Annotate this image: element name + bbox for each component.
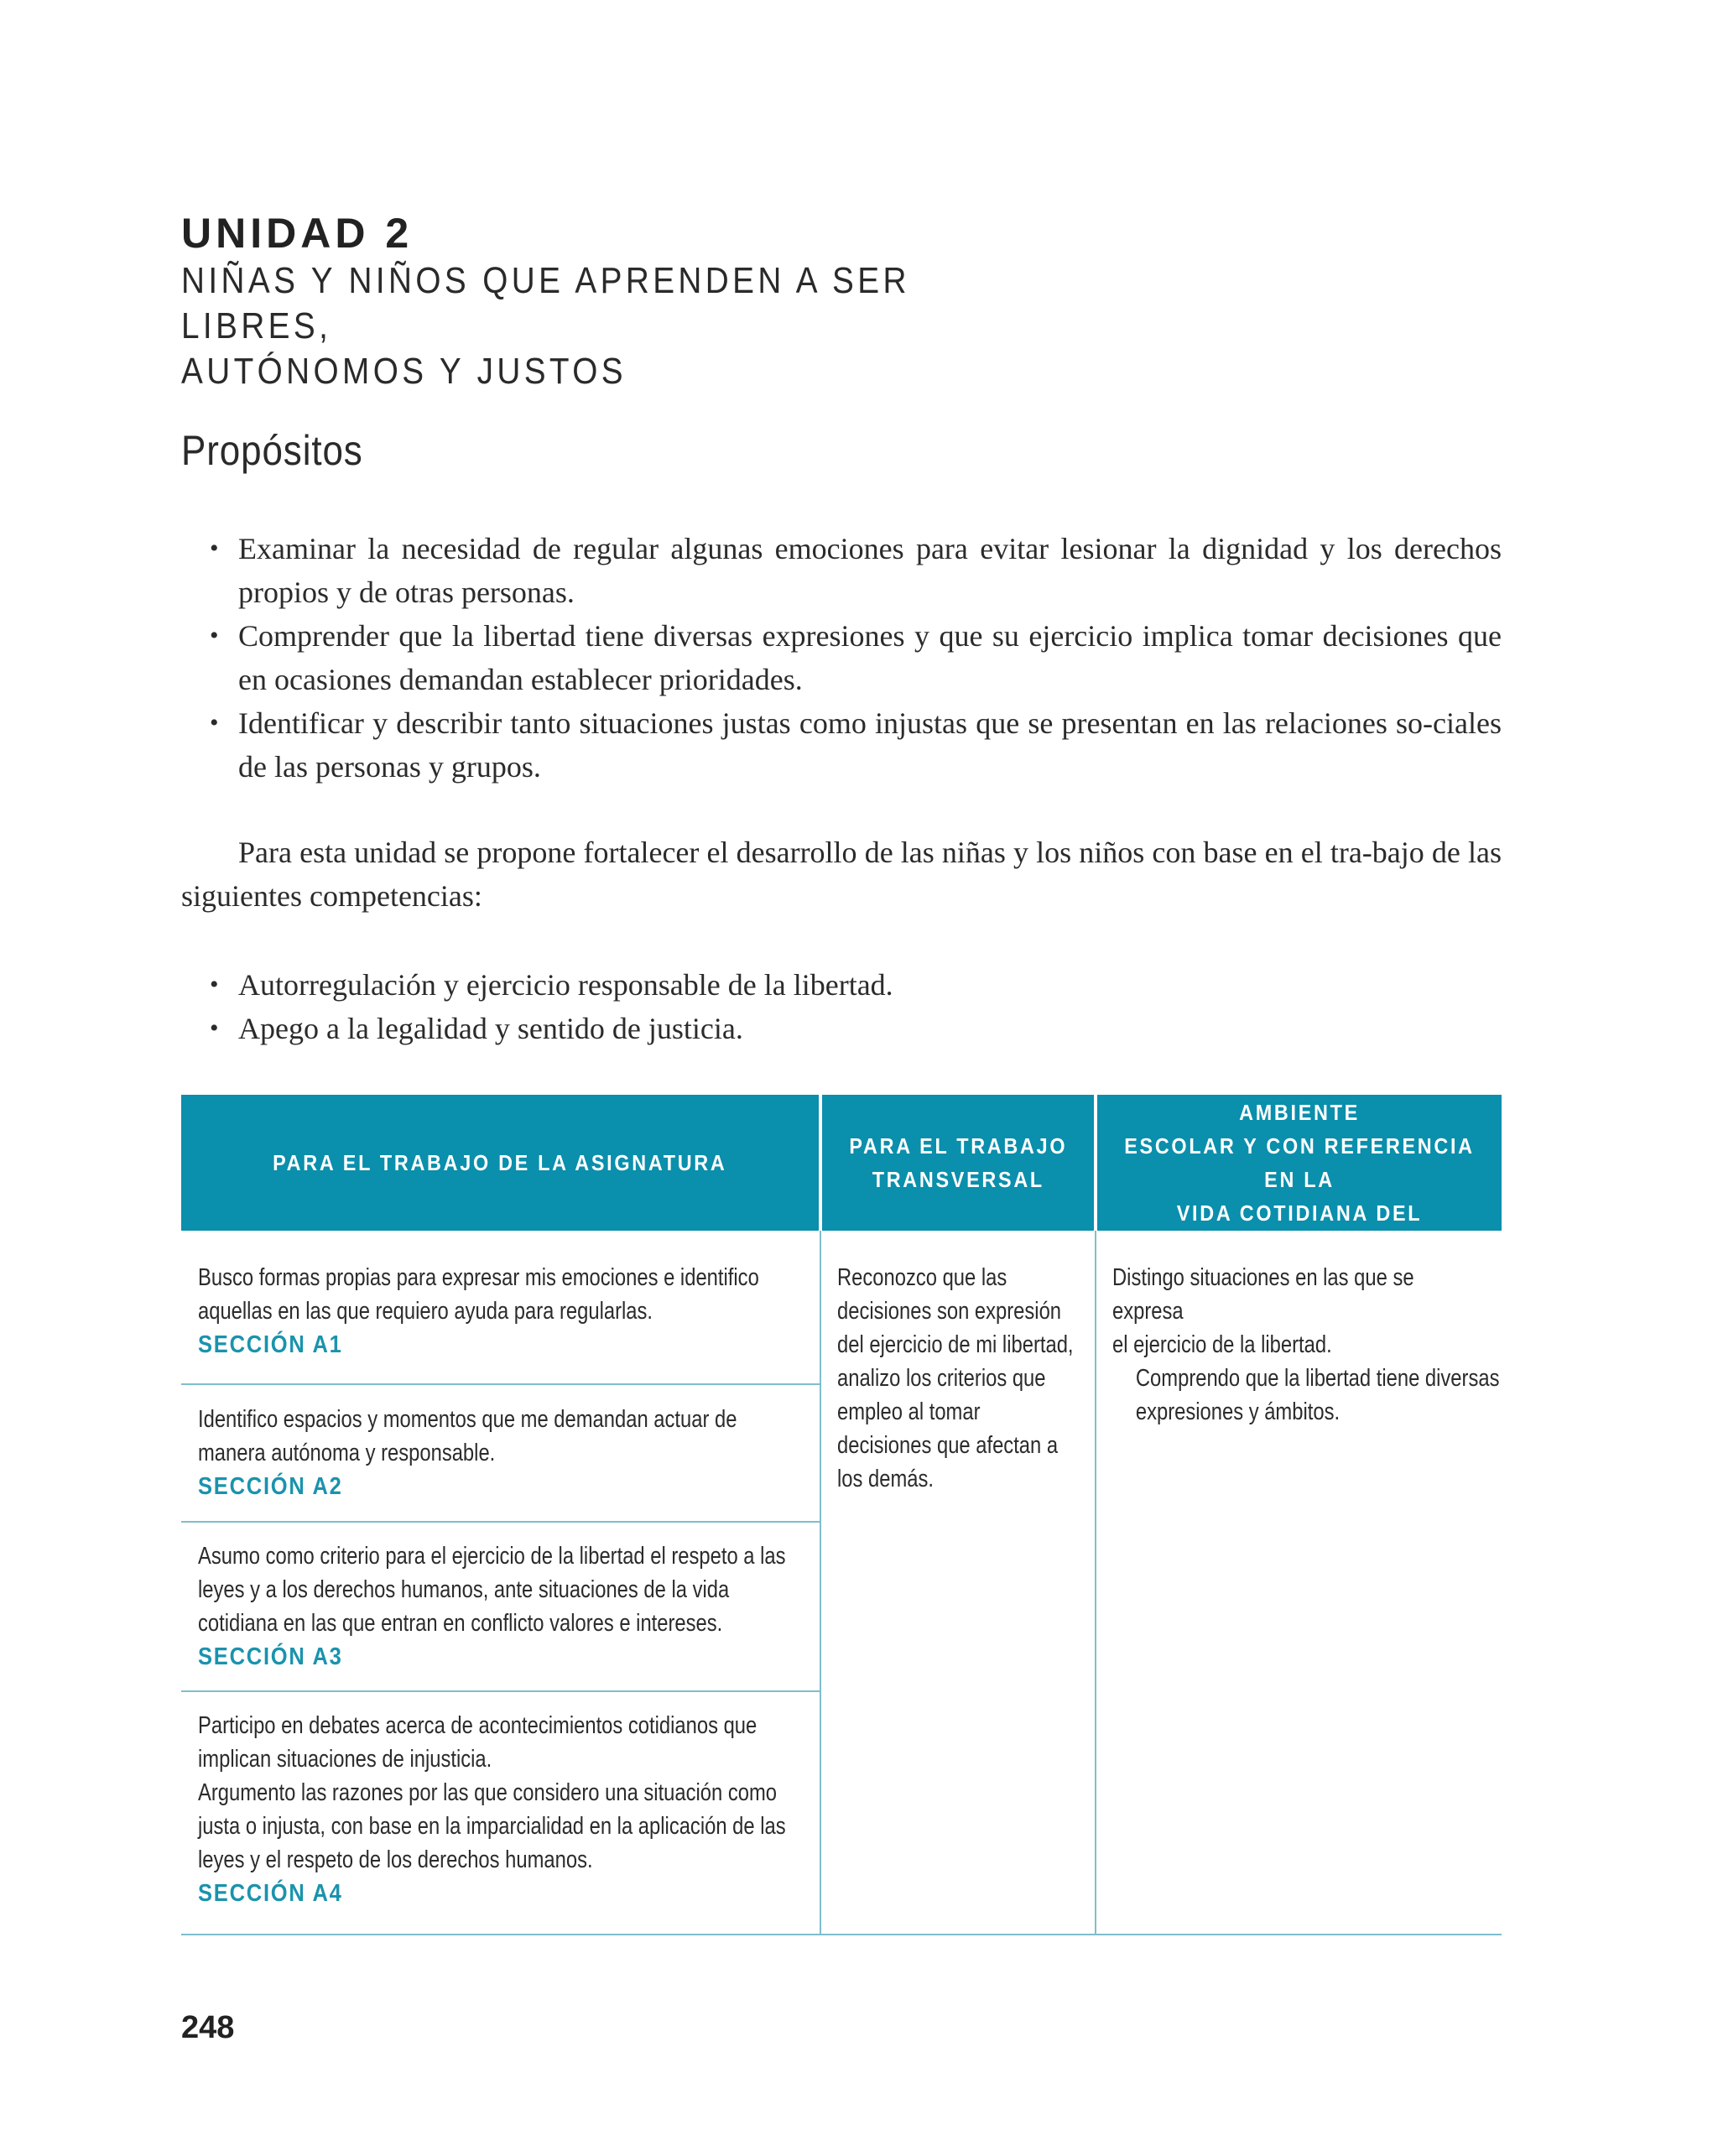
unit-title-line-2: AUTÓNOMOS Y JUSTOS [181,351,627,392]
cell-text: Distingo situaciones en las que se expresa [1112,1264,1414,1325]
row-divider [181,1383,820,1385]
purpose-item: • Comprender que la libertad tiene diversas expresiones y que su ejercicio implica tomar decisiones que en ocasiones demandan establecer prioridades. [210,614,1502,701]
table-header-subject-label: PARA EL TRABAJO DE LA ASIGNATURA [273,1150,727,1175]
cell-text: Busco formas propias para expresar mis emociones e identifico aquellas en las que requiero ayuda para regularlas. [198,1264,759,1325]
section-label: SECCIÓN A1 [198,1331,343,1358]
table-header-school-environment [1097,1066,1502,1259]
table-cell-a3 [198,1539,802,1674]
section-label: SECCIÓN A2 [198,1473,343,1500]
row-divider [181,1690,820,1692]
column-divider [1095,1231,1096,1935]
page-number: 248 [181,2010,235,2045]
header-divider [819,1095,822,1231]
table-header-subject [181,1095,819,1231]
cell-text: Comprendo que la libertad tiene diversas expresiones y ámbitos. [1135,1365,1500,1425]
competency-item: • Autorregulación y ejercicio responsable de la libertad. [210,963,1502,1007]
table-header-environment-line-1: PARA PROMOVER EN EL AMBIENTE [1159,1066,1439,1125]
cell-text: Asumo como criterio para el ejercicio de la libertad el respeto a las leyes y a los derechos humanos, ante situaciones de la vida cotidiana en las que entran en conflicto valores e intereses. [198,1543,786,1637]
cell-text: Participo en debates acerca de acontecimientos cotidianos que implican situaciones de injusticia. [198,1712,757,1773]
table-cell-a4 [198,1709,802,1910]
table-cell-transversal [837,1261,1080,1496]
row-divider [181,1521,820,1523]
cell-text: Identifico espacios y momentos que me demandan actuar de manera autónoma y responsable. [198,1406,737,1466]
purpose-item: • Examinar la necesidad de regular algunas emociones para evitar lesionar la dignidad y los derechos propios y de otras personas. [210,527,1502,614]
table-cell-environment [1112,1261,1500,1429]
table-header-transversal-line-1: PARA EL TRABAJO [849,1133,1067,1159]
table-header-environment-line-2: ESCOLAR Y CON REFERENCIA EN LA [1124,1133,1475,1192]
section-label: SECCIÓN A4 [198,1880,343,1907]
table-bottom-border [181,1934,1502,1935]
intro-paragraph: Para esta unidad se propone fortalecer el desarrollo de las niñas y los niños con base en el tra-bajo de las siguientes competencias: [181,836,1502,913]
table-header-environment-line-3: VIDA COTIDIANA DEL ALUMNADO [1176,1200,1423,1259]
purpose-item: • Identificar y describir tanto situaciones justas como injustas que se presentan en las relaciones so-ciales de las personas y grupos. [210,701,1502,789]
cell-text: Argumento las razones por las que considero una situación como justa o injusta, con base en la imparcialidad en la aplicación de las leyes y el respeto de los derechos humanos. [198,1779,786,1873]
cell-text: Reconozco que las decisiones son expresión del ejercicio de mi libertad, analizo los criterios que empleo al tomar decisiones que afectan a los demás. [837,1264,1074,1492]
purposes-list [210,527,1502,789]
competency-item: • Apego a la legalidad y sentido de justicia. [210,1007,1502,1050]
header-divider [1094,1095,1097,1231]
competencies-list [210,963,1502,1050]
table-header-transversal-line-2: TRANSVERSAL [872,1167,1044,1192]
section-heading: Propósitos [181,427,363,474]
table-cell-a1 [198,1261,802,1362]
unit-header [181,210,1523,394]
section-label: SECCIÓN A3 [198,1643,343,1670]
table-cell-a2 [198,1403,802,1503]
column-divider [820,1231,821,1935]
unit-title-line-1: NIÑAS Y NIÑOS QUE APRENDEN A SER LIBRES, [181,260,910,346]
unit-title [181,258,1067,394]
unit-number: UNIDAD 2 [181,210,414,257]
cell-text: el ejercicio de la libertad. [1112,1331,1332,1358]
competencies-table [181,1066,1502,1935]
table-header-transversal [822,1095,1094,1231]
